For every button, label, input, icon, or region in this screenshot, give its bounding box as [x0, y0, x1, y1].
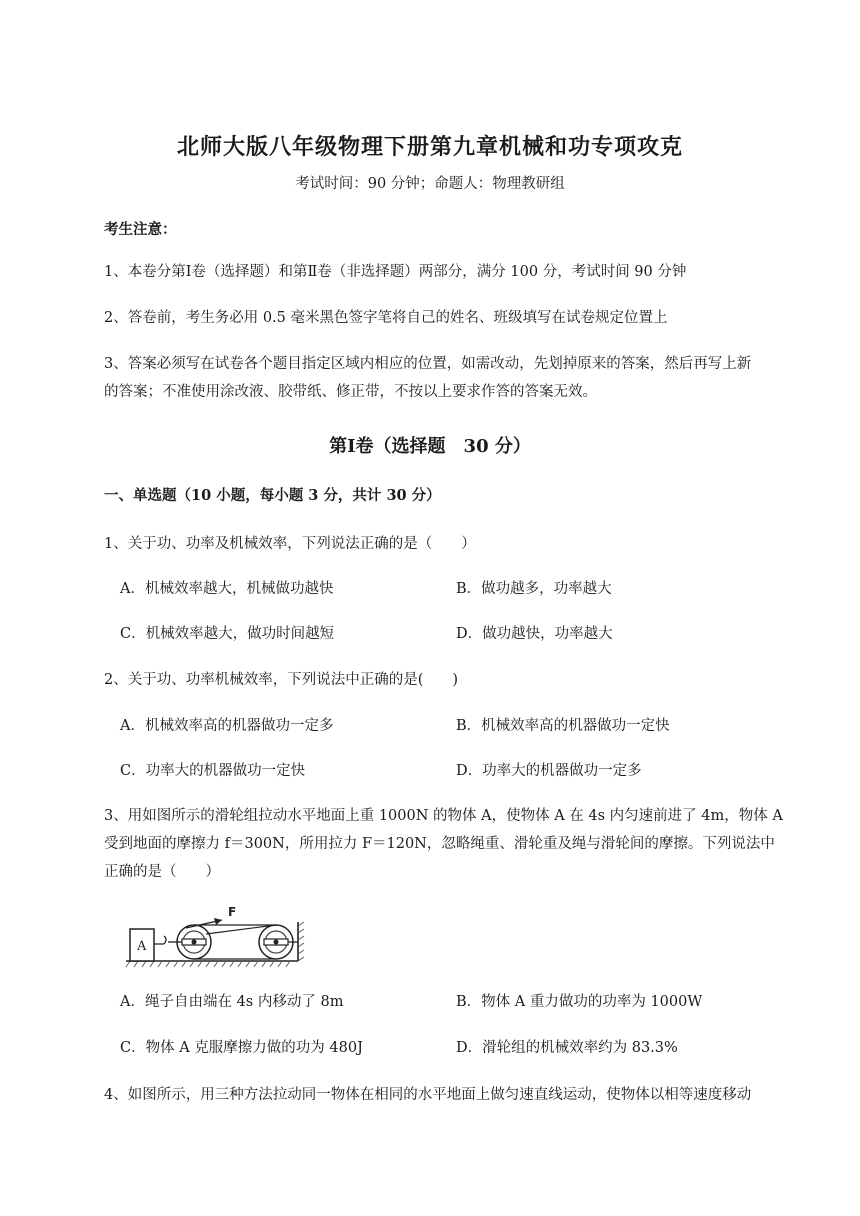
block-a-label: A [137, 939, 147, 954]
question-3-stem-line-1: 3、用如图所示的滑轮组拉动水平地面上重 1000N 的物体 A，使物体 A 在 4s 内匀速前进了 4m，物体 A [104, 808, 783, 824]
question-1-option-d: D．做功越快，功率越大 [456, 626, 613, 642]
question-4-stem: 4、如图所示，用三种方法拉动同一物体在相同的水平地面上做匀速直线运动，使物体以相等速度移动 [104, 1087, 752, 1103]
notice-heading: 考生注意： [104, 221, 177, 238]
notice-item-2: 2、答卷前，考生务必用 0.5 毫米黑色签字笔将自己的姓名、班级填写在试卷规定位置上 [104, 310, 668, 326]
question-2-option-c: C．功率大的机器做功一定快 [120, 763, 306, 779]
notice-item-1: 1、本卷分第Ⅰ卷（选择题）和第Ⅱ卷（非选择题）两部分，满分 100 分，考试时间 90 分钟 [104, 264, 687, 280]
question-2-option-a: A．机械效率高的机器做功一定多 [120, 718, 334, 734]
question-1-option-a: A．机械效率越大，机械做功越快 [120, 581, 334, 597]
question-3-option-b: B．物体 A 重力做功的功率为 1000W [456, 994, 703, 1010]
page-subtitle: 考试时间：90 分钟；命题人：物理教研组 [295, 176, 565, 192]
notice-item-3: 3、答案必须写在试卷各个题目指定区域内相应的位置，如需改动，先划掉原来的答案，然后再写上新 [104, 356, 752, 372]
question-3-option-d: D．滑轮组的机械效率约为 83.3% [456, 1040, 678, 1056]
page-title: 北师大版八年级物理下册第九章机械和功专项攻克 [176, 134, 683, 160]
fixed-pulley [259, 925, 298, 959]
question-3-option-c: C．物体 A 克服摩擦力做的功为 480J [120, 1040, 363, 1056]
question-1-option-b: B．做功越多，功率越大 [456, 581, 612, 597]
part-heading: 一、单选题（10 小题，每小题 3 分，共计 30 分） [104, 487, 441, 504]
question-2-stem: 2、关于功、功率机械效率，下列说法中正确的是( ) [104, 672, 459, 688]
question-2-option-d: D．功率大的机器做功一定多 [456, 763, 642, 779]
ground-hatch [126, 961, 290, 967]
wall-hatch [298, 922, 304, 961]
question-3-option-a: A．绳子自由端在 4s 内移动了 8m [120, 994, 344, 1010]
question-1-option-c: C．机械效率越大，做功时间越短 [120, 626, 335, 642]
question-3-stem-line-3: 正确的是（ ） [104, 864, 220, 880]
section-title: 第Ⅰ卷（选择题 30 分） [329, 436, 531, 457]
question-3-stem-line-2: 受到地面的摩擦力 f＝300N，所用拉力 F＝120N，忽略绳重、滑轮重及绳与滑轮间的摩擦。下列说法中 [104, 836, 775, 852]
notice-item-3-cont: 的答案；不准使用涂改液、胶带纸、修正带，不按以上要求作答的答案无效。 [104, 384, 597, 400]
question-1-stem: 1、关于功、功率及机械效率，下列说法正确的是（ ） [104, 536, 476, 552]
force-label: F [228, 905, 237, 919]
question-2-option-b: B．机械效率高的机器做功一定快 [456, 718, 670, 734]
moving-pulley [168, 925, 211, 959]
pulley-figure [124, 904, 308, 970]
